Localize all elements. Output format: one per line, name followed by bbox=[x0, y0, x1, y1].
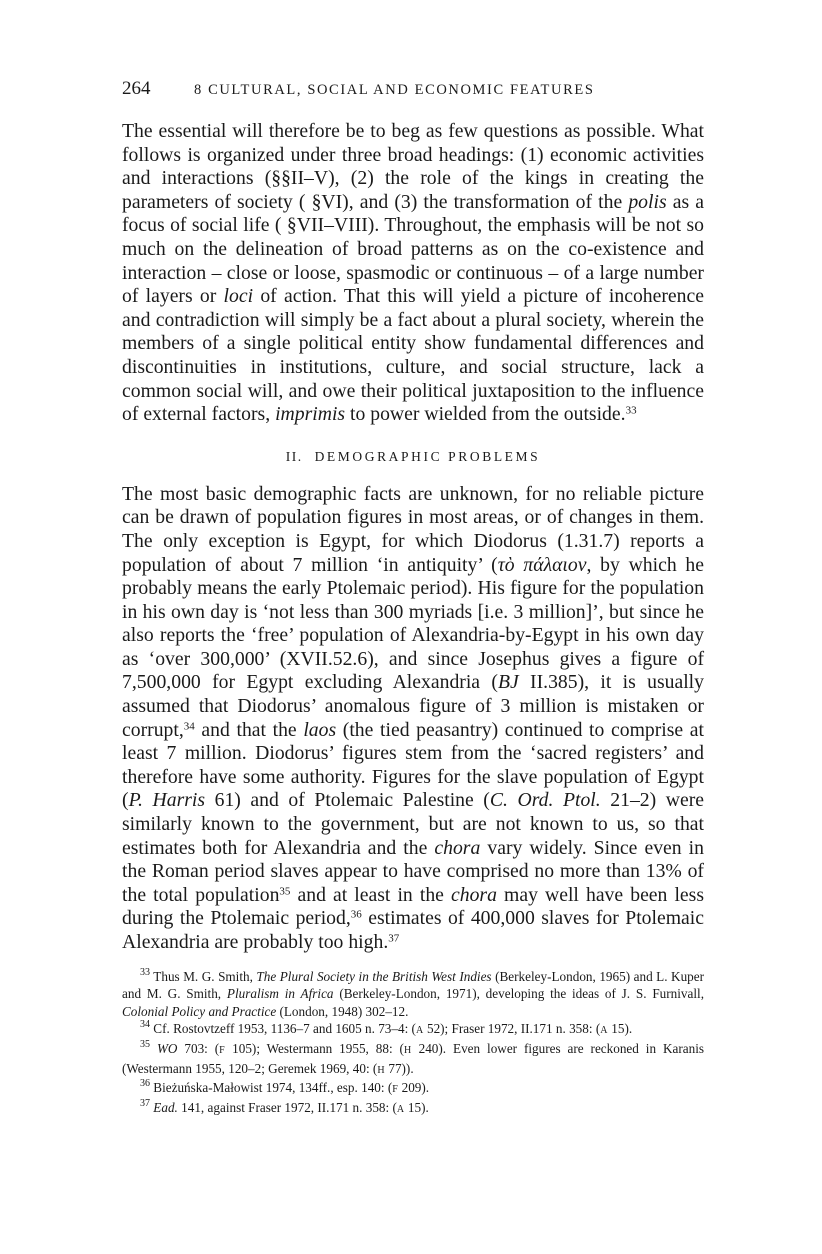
running-head bbox=[122, 78, 704, 104]
body-paragraph: The most basic demographic facts are unknown, for no reliable picture can be drawn of population figures in most areas, or of changes in them. The only exception is Egypt, for which Diodorus (1.31.7) reports a population of about 7 million ‘in antiquity’ (τὸ πάλαιον, by which he probably means the early Ptolemaic period). His figure for the population in his own day is ‘not less than 300 myriads [i.e. 3 million]’, but since he also reports the ‘free’ population of Alexandria-by-Egypt in his own day as ‘over 300,000’ (XVII.52.6), and since Josephus gives a figure of 7,500,000 for Egypt excluding Alexandria (BJ II.385), it is usually assumed that Diodorus’ anomalous figure of 3 million is mistaken or corrupt,$^{34}$ and that the laos (the tied peasantry) continued to comprise at least 7 million. Diodorus’ figures stem from the ‘sacred registers’ and therefore have some authority. Figures for the slave population of Egypt (P. Harris 61) and of Ptolemaic Palestine (C. Ord. Ptol. 21–2) were similarly known to the government, but are not known to us, so that estimates both for Alexandria and the chora vary widely. Since even in the Roman period slaves appear to have comprised no more than 13% of the total population$^{35}$ and at least in the chora may well have been less during the Ptolemaic period,$^{36}$ estimates of 400,000 slaves for Ptolemaic Alexandria are probably too high.$^{37}$ bbox=[122, 482, 705, 953]
intro-paragraph: The essential will therefore be to beg as few questions as possible. What follows is organized under three broad headings: (1) economic activities and interactions (§§II–V), (2) the role of the kings in creating the parameters of society ( §VI), and (3) the transformation of the polis as a focus of social life ( §VII–VIII). Throughout, the emphasis will be not so much on the delineation of broad patterns as on the co-existence and interaction – close or loose, spasmodic or continuous – of a large number of layers or loci of action. That this will yield a picture of incoherence and contradiction will simply be a fact about a plural society, wherein the members of a single political entity show fundamental differences and discontinuities in institutions, culture, and social structure, lack a common social will, and owe their political juxtaposition to the influence of external factors, imprimis to power wielded from the outside.$^{33}$ bbox=[122, 120, 704, 426]
footnote-35: $^{35}$ WO 703: (F 105); Westermann 1955, 88: (H 240). Even lower figures are reckoned in Karanis (Westermann 1955, 120–2; Geremek 1969, 40: (H 77)). bbox=[122, 1038, 705, 1076]
footnote-37: $^{37}$ Ead. 141, against Fraser 1972, II.171 n. 358: (A 15). bbox=[140, 1097, 429, 1115]
footnote-33: $^{33}$ Thus M. G. Smith, The Plural Society in the British West Indies (Berkeley-London, 1965) and L. Kuper and M. G. Smith, Pluralism in Africa (Berkeley-London, 1971), developing the ideas of J. S. Furnivall, Colonial Policy and Practice (London, 1948) 302–12. bbox=[122, 966, 705, 1019]
section-title: DEMOGRAPHIC PROBLEMS bbox=[314, 448, 541, 464]
footnote-34: $^{34}$ Cf. Rostovtzeff 1953, 1136–7 and 1605 n. 73–4: (A 52); Fraser 1972, II.171 n. 358: (A 15). bbox=[140, 1019, 633, 1037]
footnote-ref[interactable]: 37 bbox=[388, 932, 400, 945]
chapter-title: 8 CULTURAL, SOCIAL AND ECONOMIC FEATURES bbox=[194, 82, 595, 98]
footnote-ref[interactable]: 34 bbox=[183, 720, 195, 733]
footnote-ref[interactable]: 33 bbox=[625, 404, 637, 417]
page-number: 264 bbox=[122, 78, 151, 99]
page bbox=[122, 78, 704, 1118]
footnote-ref[interactable]: 35 bbox=[279, 885, 291, 898]
section-number: II. bbox=[285, 448, 303, 464]
footnote-36: $^{36}$ Bieżuńska-Małowist 1974, 134ff., esp. 140: (F 209). bbox=[140, 1078, 430, 1096]
section-heading bbox=[122, 449, 704, 465]
footnote-ref[interactable]: 36 bbox=[350, 908, 362, 921]
footnotes bbox=[122, 968, 704, 1119]
